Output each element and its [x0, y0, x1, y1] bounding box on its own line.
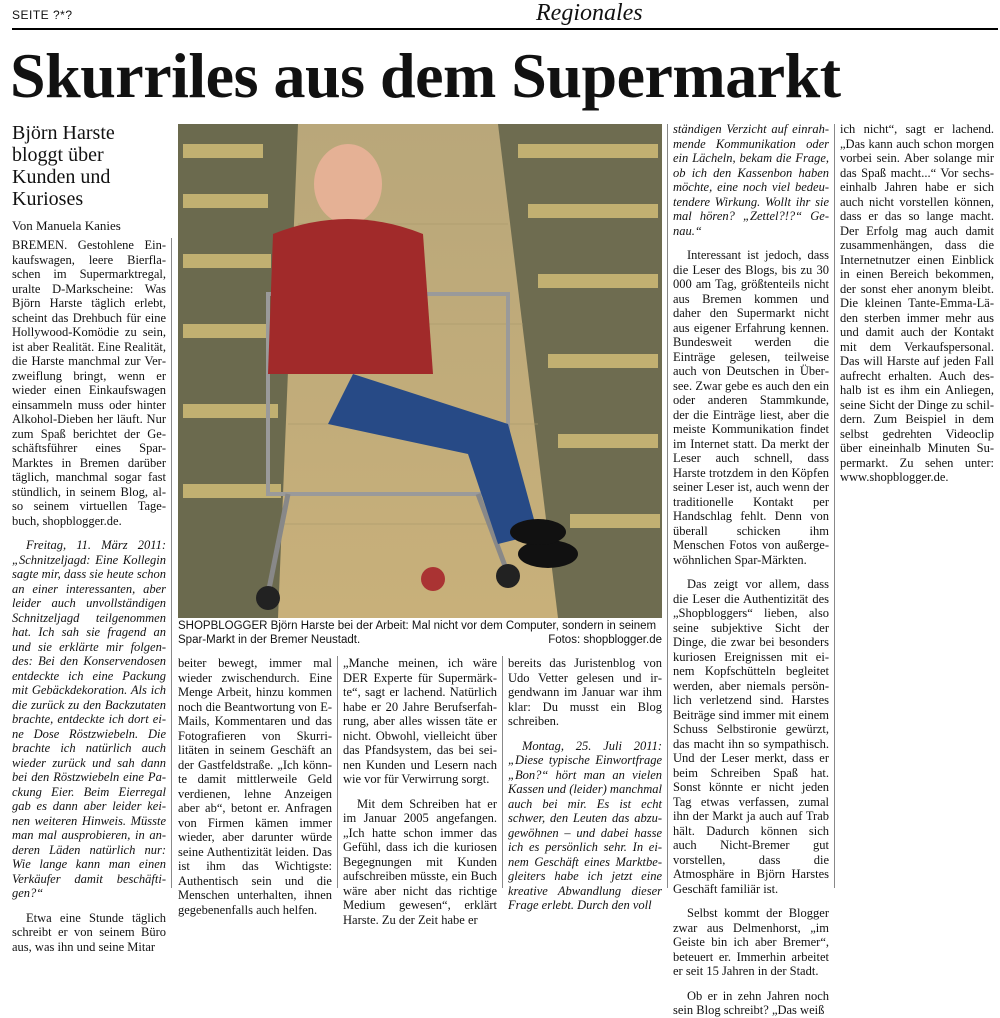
photo-credit: Fotos: shopblogger.de: [548, 633, 662, 646]
photo-caption: [178, 620, 662, 647]
header-rule: [12, 28, 998, 30]
column-4: [508, 656, 662, 913]
column-1: [12, 238, 166, 954]
column-divider: [337, 656, 338, 888]
paragraph: „Manche meinen, ich wäre DER Experte für Supermärkte“, sagt er lachend. Natürlich habe er 20 Jahre Berufserfahrung, aber alles wissen täte er nicht. Obwohl, vielleicht über das Pfandsystem, das bei seinen Kunden und Lesern nach wie vor für Verwirrung sorgt.: [343, 656, 497, 786]
caption-text: SHOPBLOGGER Björn Harste bei der Arbeit: Mal nicht vor dem Computer, sondern in seinem Spar-Markt in der Bremer Neustadt.: [178, 620, 657, 646]
supermarket-cart-photo: [178, 124, 662, 618]
column-2: [178, 656, 332, 917]
headline: Skurriles aus dem Supermarkt: [10, 40, 841, 111]
paragraph: ich nicht“, sagt er lachend. „Das kann auch schon morgen vorbei sein. Aber solange mir das Spaß macht...“ Vor sechseinhalb Jahren habe er sich auch nicht vorstellen können, dass er das so lange macht. Der Erfolg mag auch damit zusammenhängen, dass die Internetnutzer einen Einblick in einen Bereich bekommen, der sonst eher anonym bleibt. Die kleinen Tante-Emma-Läden sterben immer mehr aus und damit auch der Kontakt mit dem Verkaufspersonal. Das will Harste auf jeden Fall aufrecht erhalten. Auch deshalb ist es ihm ein Anliegen, seine Sicht der Dinge zu schildern. Zum Beispiel in dem selbst gedrehten Videoclip über eineinhalb Minuten Supermarkt. Zu sehen unter: www.shopblogger.de.: [840, 122, 994, 484]
paragraph: Interessant ist jedoch, dass die Leser des Blogs, bis zu 30 000 am Tag, größtenteils nicht aus Bremen kommen und daher den Supermarkt nicht aus eigener Erfahrung kennen. Bundesweit werden die Einträge gelesen, teilweise auch von Deutschen in Übersee. Zwar gebe es auch den ein oder anderen Stammkunde, der die Einträge liest, aber die meiste Kommunikation findet im Internet statt. Da merkt der Leser auch schnell, dass Harste trotzdem in den Köpfen seiner Leser ist, auch wenn der traditionelle Kontakt per Handschlag fehlt. Denn von überall schicken ihm Menschen Fotos von außergewöhnlichen Spar-Märkten.: [673, 248, 829, 567]
section-title: Regionales: [536, 0, 643, 26]
column-divider: [667, 124, 668, 888]
paragraph: Das zeigt vor allem, dass die Leser die Authentizität des „Shopbloggers“ lieben, also seine subjektive Sicht der Dinge, die zwar bei besonders kuriosen Ereignissen mit einem Kopfschütteln begleitet werden, aber niemals persönlich verletzend sind. Harstes Beiträge sind immer mit einem Schuss Selbstironie gewürzt, das macht ihn so sympathisch. Und der Leser merkt, dass er beim Schreiben Spaß hat. Sonst könnte er nicht jeden Tag etwas verfassen, zumal ihn der Markt ja auch auf Trab hält. Dadurch können sich auch Nicht-Bremer gut vorstellen, dass die Atmosphäre in Björn Harstes Geschäft familiär ist.: [673, 577, 829, 896]
paragraph: BREMEN. Gestohlene Einkaufswagen, leere Bierflaschen im Supermarktregal, uralte D-Markscheine: Was Björn Harste täglich erlebt, scheint das Drehbuch für eine Hollywood-Komödie zu sein, ist aber Realität. Eine Realität, die Harste manchmal zur Verzweiflung bringt, wenn er wieder einen Einkaufswagen einsammeln muss oder hinter Alkohol-Dieben her läuft. Nur zum Spaß berichtet der Geschäftsführer eines Spar-Marktes in Bremen darüber täglich, manchmal sogar fast stündlich, in seinem Blog, also seinem virtuellen Tagebuch, shopblogger.de.: [12, 238, 166, 528]
article-photo: [178, 124, 662, 618]
page-number: SEITE ?*?: [12, 8, 73, 22]
paragraph: Mit dem Schreiben hat er im Januar 2005 angefangen. „Ich hatte schon immer das Gefühl, dass ich die kuriosen Begegnungen mit Kunden aufschreiben müsste, ein Buch wäre aber nicht das richtige Medium gewesen“, erklärt Harste. Zu der Zeit habe er: [343, 796, 497, 927]
paragraph: Etwa eine Stunde täglich schreibt er von seinem Büro aus, was ihn und seine Mitar: [12, 910, 166, 954]
blog-quote: ständigen Verzicht auf einrahmende Kommunikation oder ein Lächeln, bekam die Frage, ob ich den Kassenbon haben möchte, eine noch viel bedeutendere Wirkung. Wollt ihr sie mal hören? „Zettel?!?“ Genau.“: [673, 122, 829, 238]
subheadline: Björn Harste bloggt über Kunden und Kurioses: [12, 122, 115, 210]
column-divider: [834, 124, 835, 888]
column-divider: [502, 656, 503, 888]
byline: Von Manuela Kanies: [12, 218, 121, 233]
column-5: [673, 122, 829, 1018]
column-3: [343, 656, 497, 927]
blog-quote: Montag, 25. Juli 2011: „Diese typische Einwortfrage „Bon?“ hört man an vielen Kassen und (leider) manchmal auch bei mir. Es ist echt schwer, den Leuten das abzugewöhnen – und dabei hasse ich es persönlich sehr. In einem Geschäft eines Marktbegleiters habe ich jetzt eine kreative Abwandlung dieser Frage erlebt. Durch den voll: [508, 738, 662, 912]
paragraph: Ob er in zehn Jahren noch sein Blog schreibt? „Das weiß: [673, 988, 829, 1017]
column-6: [840, 122, 994, 485]
paragraph: beiter bewegt, immer mal wieder zwischendurch. Eine Menge Arbeit, hinzu kommen noch die Beantwortung von E-Mails, Kommentaren und das Fotografieren von Skurrilitäten in seinem Geschäft an der Gastfeldstraße. „Ich könnte damit mittlerweile Geld verdienen, lehne Anzeigen aber ab“, betont er. Anfragen von Firmen kämen immer wieder, aber darunter würde seine Authentizität leiden. Das ist ihm das Wichtigste: Authentisch sein und die Menschen unterhalten, ihnen gegebenenfalls auch helfen.: [178, 656, 332, 917]
column-divider: [171, 238, 172, 888]
blog-quote: Freitag, 11. März 2011: „Schnitzeljagd: Eine Kollegin sagte mir, dass sie heute schon an einer interessanten, aber leider auch unvollständigen Schnitzeljagd teilgenommen hat. Ich sah sie fragend an und sie erklärte mir folgendes: Bei den Konservendosen entdeckte ich eine Packung mit Gebäckdekoration. Als ich die zurück zu den Backzutaten brachte, entdeckte ich dort eine Dose Röstzwiebeln. Die brachte ich natürlich auch wieder zurück und sah dann bei den Röstzwiebeln eine Packung Eier. Beim Eierregal gab es dann aber leider keinen weiteren Hinweis. Müsste man mal ausprobieren, in anderen Läden natürlich nur: Wie lange kann man einen Verkäufer damit beschäftigen?“: [12, 538, 166, 900]
paragraph: Selbst kommt der Blogger zwar aus Delmenhorst, „im Geiste bin ich aber Bremer“, beteuert er. Immerhin arbeitet er seit 15 Jahren in der Stadt.: [673, 906, 829, 978]
paragraph: bereits das Juristenblog von Udo Vetter gelesen und irgendwann im Januar war ihm klar: Du musst ein Blog schreiben.: [508, 656, 662, 728]
